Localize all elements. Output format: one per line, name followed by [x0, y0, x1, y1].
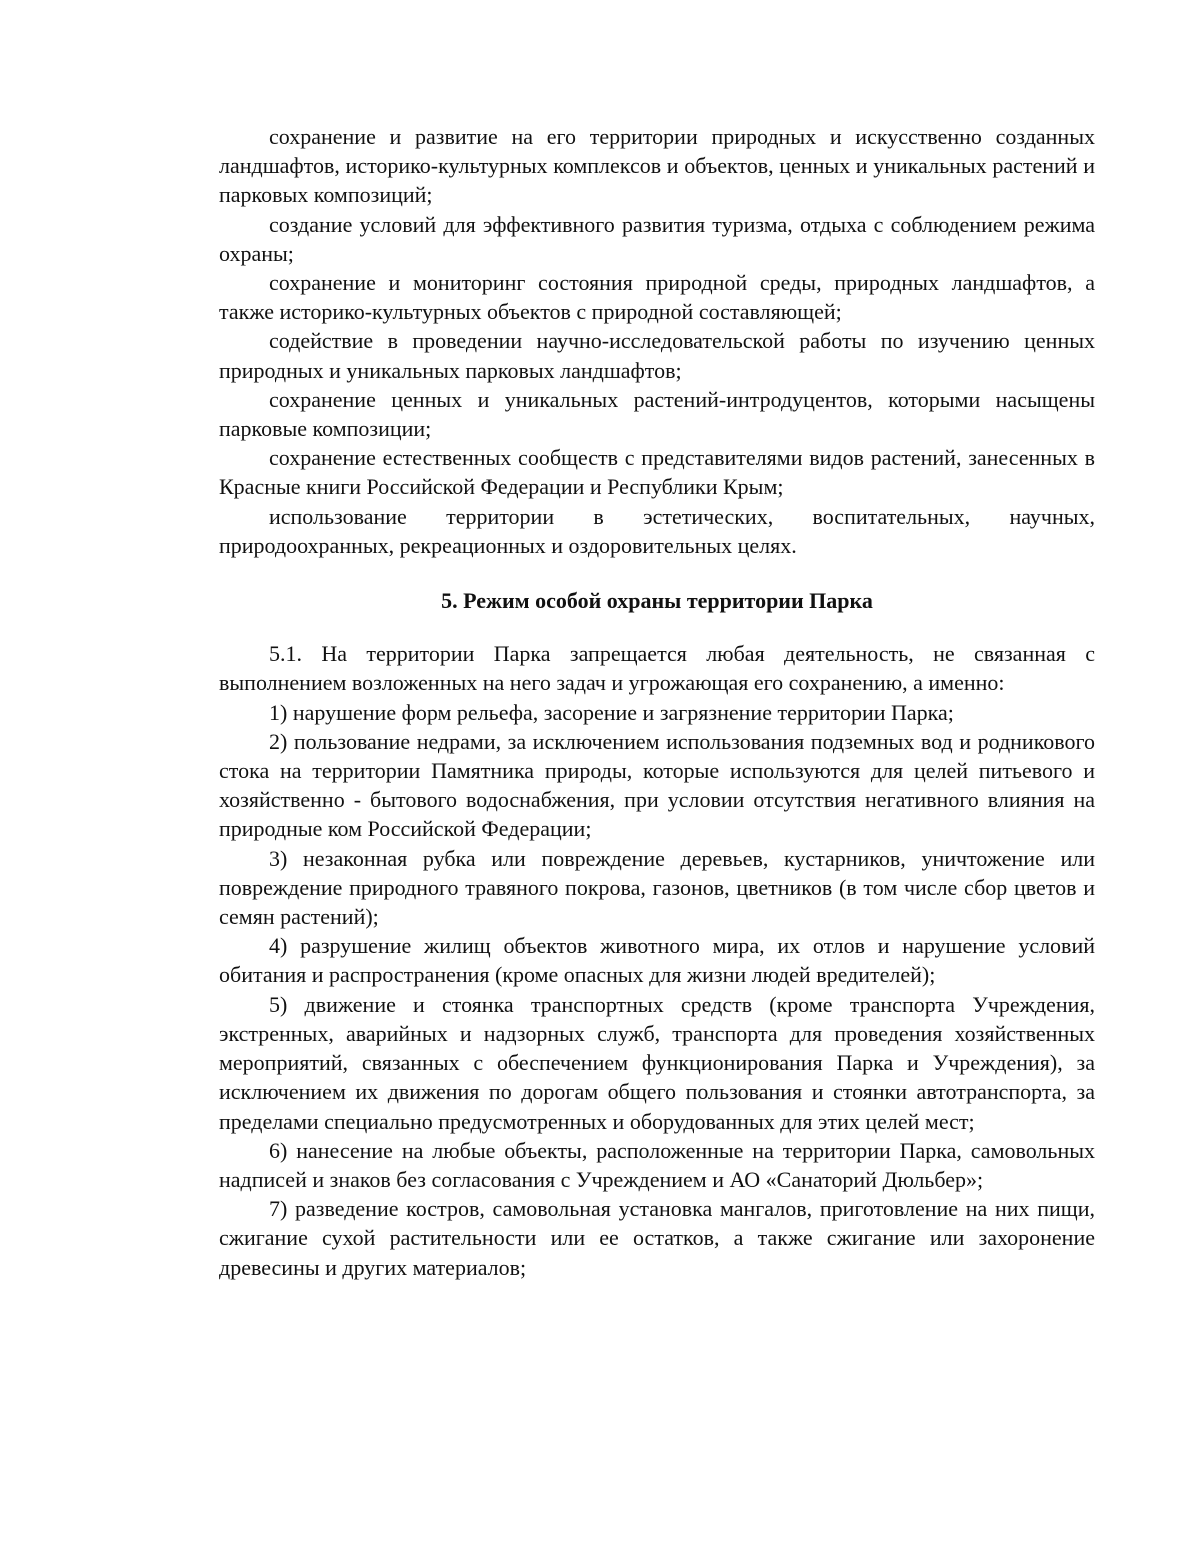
list-item-4: 4) разрушение жилищ объектов животного мира, их отлов и нарушение условий обитания и распространения (кроме опасных для жизни людей вредителей);: [219, 933, 1095, 988]
intro-paragraph-7: использование территории в эстетических, воспитательных, научных, природоохранных, рекреационных и оздоровительных целях.: [219, 503, 1095, 558]
list-item-6: 6) нанесение на любые объекты, расположенные на территории Парка, самовольных надписей и знаков без согласования с Учреждением и АО «Санаторий Дюльбер»;: [219, 1137, 1095, 1192]
intro-paragraph-5: сохранение ценных и уникальных растений-интродуцентов, которыми насыщены парковые композиции;: [219, 386, 1095, 442]
intro-paragraph-1: сохранение и развитие на его территории природных и искусственно созданных ландшафтов, историко-культурных комплексов и объектов, ценных и уникальных растений и парковых композиций;: [219, 124, 1095, 208]
section-heading: 5. Режим особой охраны территории Парка: [441, 588, 873, 614]
list-item-1: 1) нарушение форм рельефа, засорение и загрязнение территории Парка;: [269, 699, 954, 725]
intro-paragraph-6: сохранение естественных сообществ с представителями видов растений, занесенных в Красные книги Российской Федерации и Республики Крым;: [219, 445, 1095, 500]
list-item-3: 3) незаконная рубка или повреждение деревьев, кустарников, уничтожение или повреждение природного травяного покрова, газонов, цветников (в том числе сбор цветов и семян растений);: [219, 845, 1095, 930]
section-paragraph-5-1: 5.1. На территории Парка запрещается любая деятельность, не связанная с выполнением возложенных на него задач и угрожающая его сохранению, а именно:: [219, 641, 1095, 696]
intro-paragraph-4: содействие в проведении научно-исследовательской работы по изучению ценных природных и уникальных парковых ландшафтов;: [219, 328, 1095, 383]
document-page: [219, 122, 1095, 1282]
list-item-2: 2) пользование недрами, за исключением использования подземных вод и родникового стока на территории Памятника природы, которые используются для целей питьевого и хозяйственно - бытового водоснабжения, при условии отсутствия негативного влияния на природные ком Российской Федерации;: [219, 728, 1095, 842]
list-item-7: 7) разведение костров, самовольная установка мангалов, приготовление на них пищи, сжигание сухой растительности или ее остатков, а также сжигание или захоронение древесины и других материалов;: [219, 1196, 1095, 1280]
list-item-5: 5) движение и стоянка транспортных средств (кроме транспорта Учреждения, экстренных, аварийных и надзорных служб, транспорта для проведения хозяйственных мероприятий, связанных с обеспечением функционирования Парка и Учреждения), за исключением их движения по дорогам общего пользования и стоянки автотранспорта, за пределами специально предусмотренных и оборудованных для этих целей мест;: [219, 991, 1095, 1134]
intro-paragraph-3: сохранение и мониторинг состояния природной среды, природных ландшафтов, а также историко-культурных объектов с природной составляющей;: [219, 270, 1095, 325]
intro-paragraph-2: создание условий для эффективного развития туризма, отдыха с соблюдением режима охраны;: [219, 211, 1095, 266]
